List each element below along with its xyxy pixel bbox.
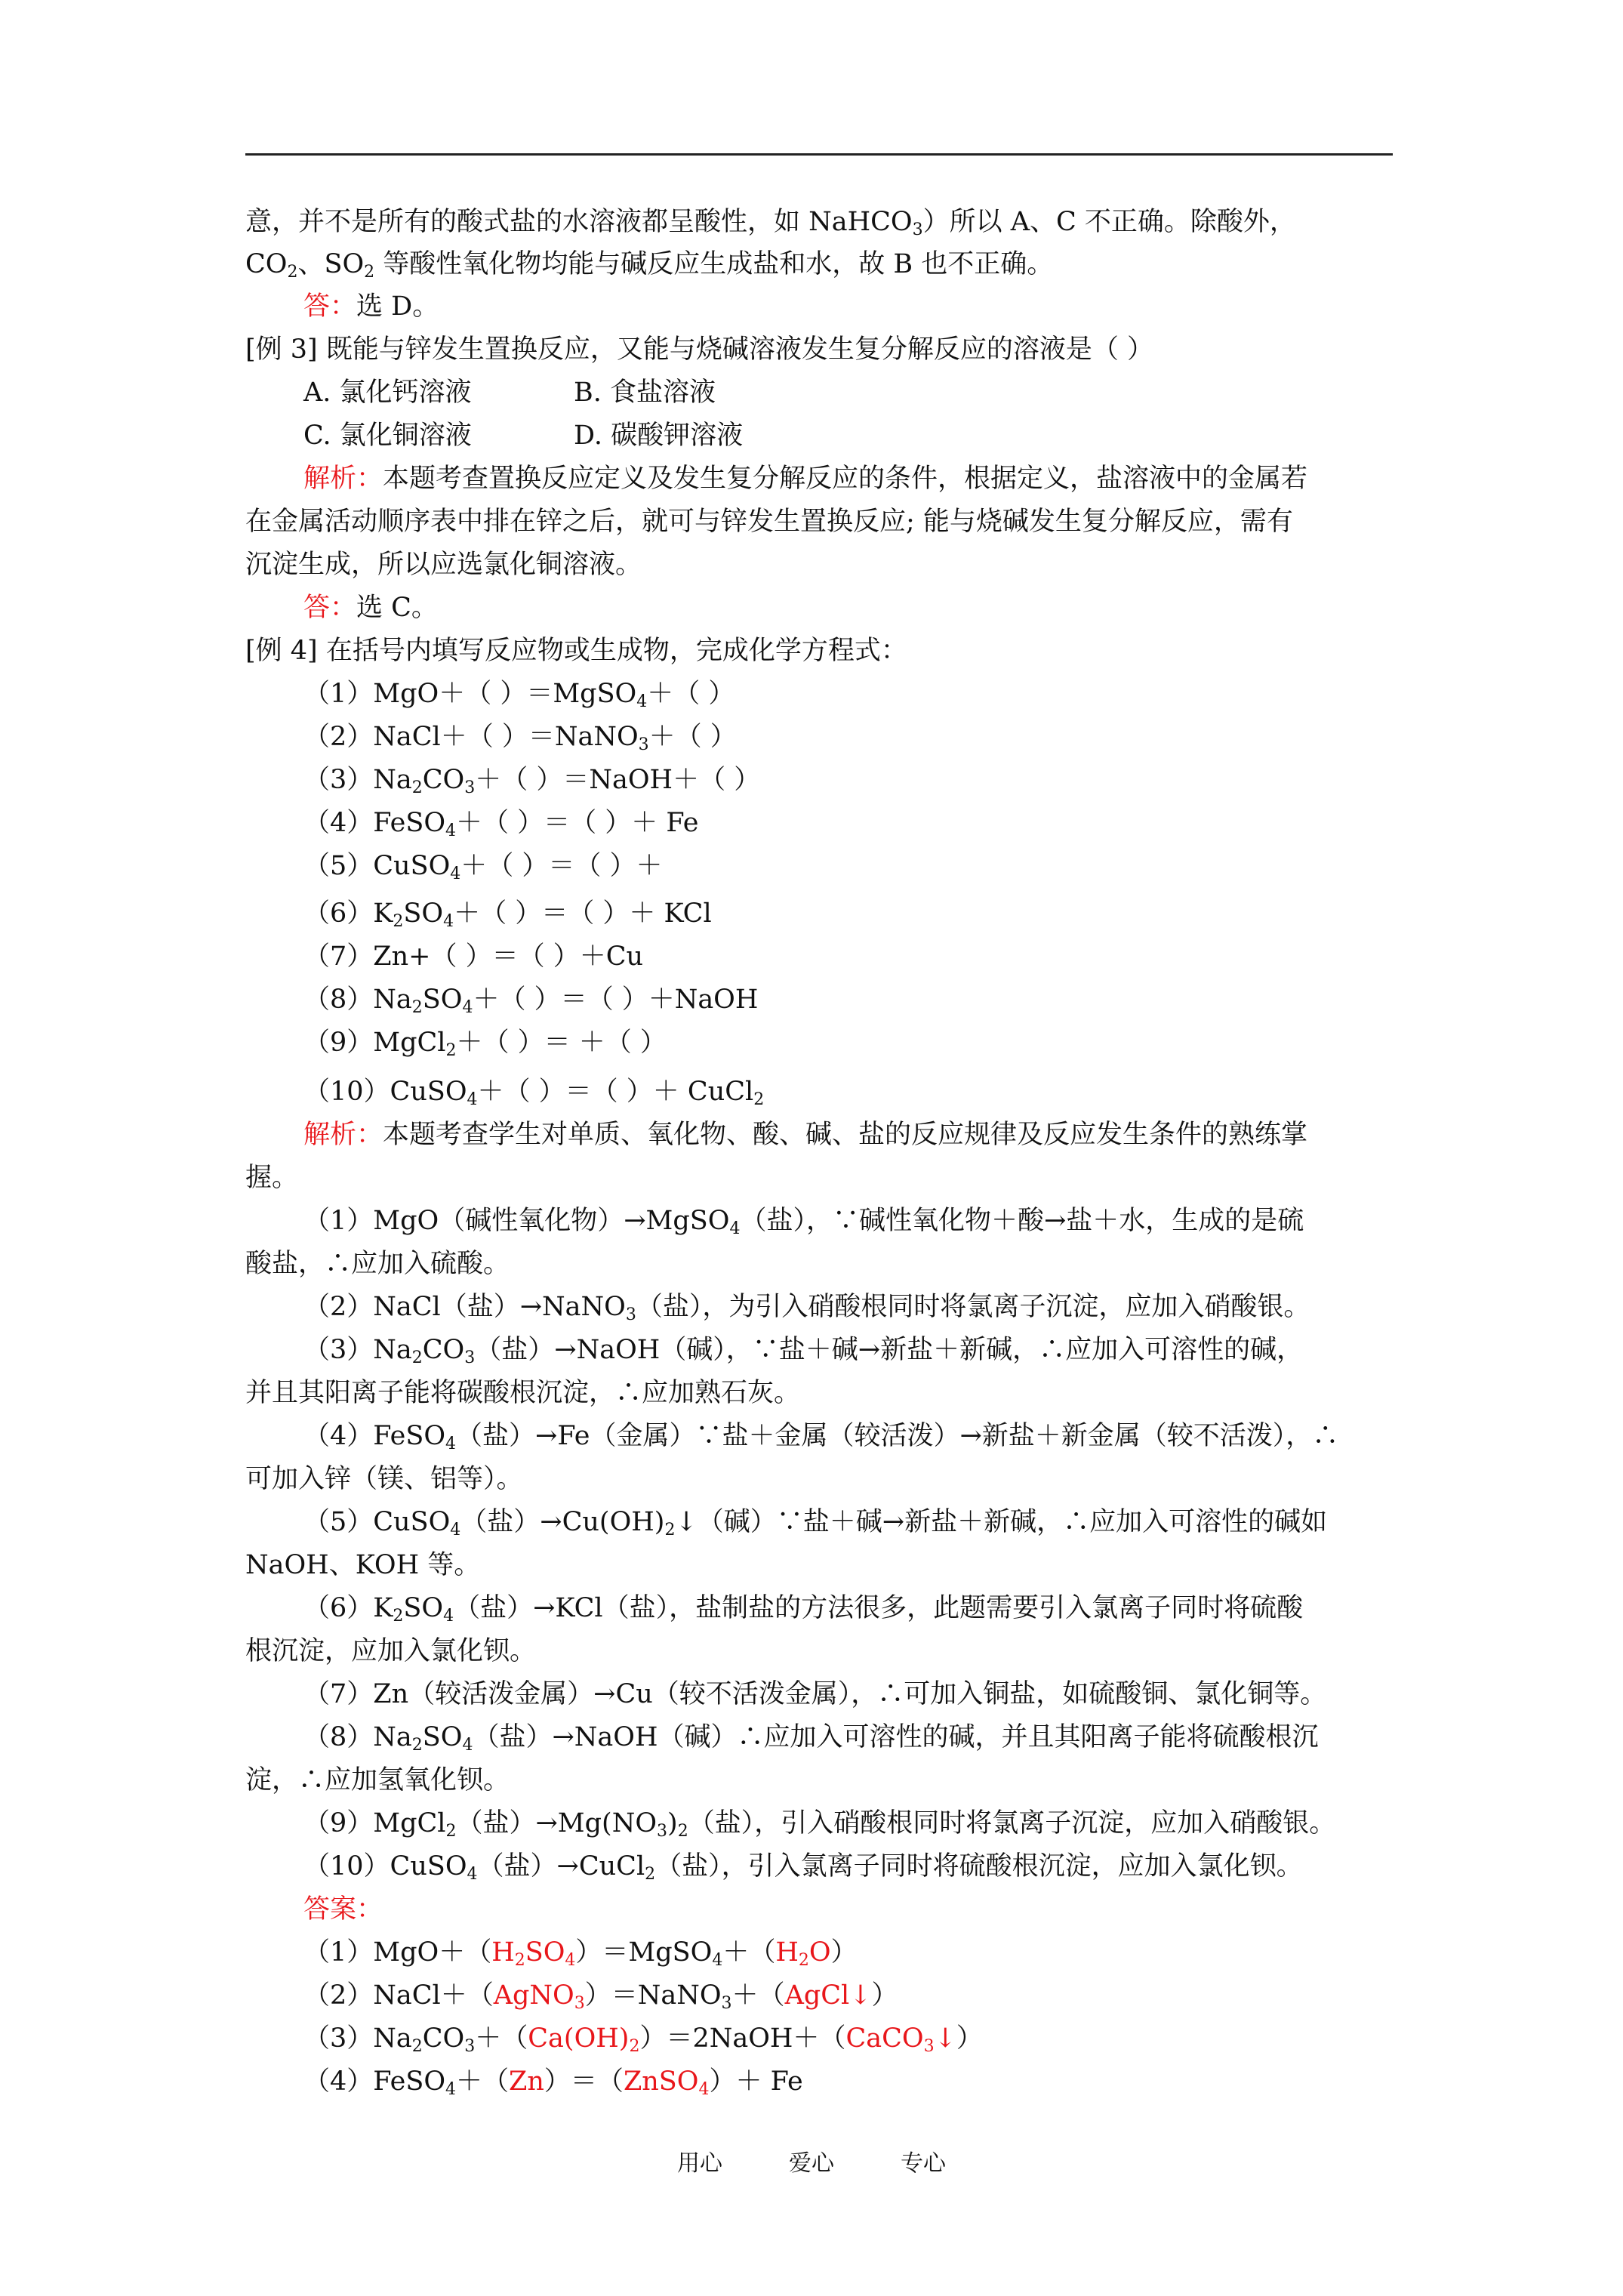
explanation-line: $(6)K_2SO_4$（盐）→KCl（盐），盐制盐的方法很多，此题需要引入氯离子同时将硫酸 bbox=[303, 1593, 1304, 1626]
answers-label: 答案： bbox=[303, 1894, 383, 1925]
answer-line: 答：选 C。 bbox=[303, 593, 438, 623]
equation-line: （9）MgCl$_2$＋（ ）＝ ＋（ ） bbox=[303, 1028, 667, 1060]
explanation-line: 并且其阳离子能将碳酸根沉淀，∴应加熟石灰。 bbox=[245, 1378, 801, 1408]
equation-line: （2）NaCl＋（ ）＝NaNO$_3$＋（ ） bbox=[303, 722, 737, 754]
option-b: B. 食盐溶液 bbox=[574, 378, 716, 408]
explanation-line: （4）FeSO$_4$（盐）→Fe（金属）∵盐＋金属（较活泼）→新盐＋新金属（较不活泼），∴ bbox=[303, 1421, 1339, 1453]
analysis-line: 沉淀生成，所以应选氯化铜溶液。 bbox=[245, 550, 642, 580]
explanation-line: NaOH、KOH 等。 bbox=[245, 1550, 481, 1580]
explanation-line: （5）CuSO$_4$（盐）$\to Cu(OH)_2↓$（碱）∵盐＋碱→新盐＋新碱，∴应加入可溶性的碱如 bbox=[303, 1507, 1328, 1539]
text-line: 意，并不是所有的酸式盐的水溶液都呈酸性，如 NaHCO$_3$）所以 A、C 不正确。除酸外， bbox=[245, 207, 1296, 239]
answer-label: 答： bbox=[303, 593, 357, 623]
equation-line: （1）MgO＋（ ）＝MgSO$_4$＋（ ） bbox=[303, 679, 735, 711]
analysis-line: 解析：本题考查置换反应定义及发生复分解反应的条件，根据定义，盐溶液中的金属若 bbox=[303, 464, 1308, 494]
text-line: $CO_2$、$SO_2$ 等酸性氧化物均能与碱反应生成盐和水，故 B 也不正确。 bbox=[245, 249, 1054, 282]
example-4-question: [例 4] 在括号内填写反应物或生成物，完成化学方程式： bbox=[245, 636, 907, 666]
answer-equation: （2）NaCl＋（AgNO$_3$）＝NaNO$_3$＋（AgCl↓） bbox=[303, 1980, 898, 2013]
explanation-line: （1）MgO（碱性氧化物）→MgSO$_4$（盐），∵碱性氧化物＋酸→盐＋水，生成的是硫 bbox=[303, 1206, 1304, 1238]
explanation-line: （9）MgCl$_2$（盐）$\to Mg(NO_3)_2$（盐），引入硝酸根同时将氯离子沉淀，应加入硝酸银。 bbox=[303, 1808, 1336, 1841]
answer-equation: （4）FeSO$_4$＋（Zn）＝（ZnSO$_4$）＋ Fe bbox=[303, 2066, 803, 2099]
option-a: A. 氯化钙溶液 bbox=[303, 378, 472, 408]
explanation-line: $(3)Na_2CO_3$（盐）→NaOH（碱），∵盐＋碱→新盐＋新碱，∴应加入可溶性的碱， bbox=[303, 1335, 1304, 1367]
example-3-question: [例 3] 既能与锌发生置换反应，又能与烧碱溶液发生复分解反应的溶液是（ ） bbox=[245, 334, 1153, 365]
answer-line: 答：选 D。 bbox=[303, 291, 439, 322]
analysis-label: 解析： bbox=[303, 1120, 383, 1150]
explanation-line: $(8)Na_2SO_4$（盐）→NaOH（碱）∴应加入可溶性的碱，并且其阳离子能将硫酸根沉 bbox=[303, 1722, 1319, 1755]
explanation-line: （2）NaCl（盐）→NaNO$_3$（盐），为引入硝酸根同时将氯离子沉淀，应加入硝酸银。 bbox=[303, 1292, 1310, 1324]
option-d: D. 碳酸钾溶液 bbox=[574, 421, 744, 451]
analysis-line: 解析：本题考查学生对单质、氧化物、酸、碱、盐的反应规律及反应发生条件的熟练掌 bbox=[303, 1120, 1308, 1150]
option-c: C. 氯化铜溶液 bbox=[303, 421, 472, 451]
analysis-line: 在金属活动顺序表中排在锌之后，就可与锌发生置换反应; 能与烧碱发生复分解反应，需有 bbox=[245, 507, 1293, 537]
explanation-line: （10）CuSO$_4$（盐）→CuCl$_2$（盐），引入氯离子同时将硫酸根沉淀，应加入氯化钡。 bbox=[303, 1851, 1303, 1884]
equation-line: $(6)K_2SO_4+$（ ）＝（ ）＋ KCl bbox=[303, 898, 712, 931]
explanation-line: （7）Zn（较活泼金属）→Cu（较不活泼金属），∴可加入铜盐，如硫酸铜、氯化铜等。 bbox=[303, 1679, 1327, 1709]
answer-equation: $(3)Na_2CO_3+(Ca(OH)_2)=2NaOH+(CaCO_3↓)$ bbox=[303, 2023, 983, 2056]
explanation-line: 淀，∴应加氢氧化钡。 bbox=[245, 1765, 510, 1795]
equation-line: （10）CuSO$_4$＋（ ）＝（ ）＋ CuCl$_2$ bbox=[303, 1077, 765, 1109]
header-rule bbox=[245, 153, 1393, 156]
explanation-line: 酸盐，∴应加入硫酸。 bbox=[245, 1249, 510, 1279]
equation-line: （4）FeSO$_4$＋（ ）＝（ ）＋ Fe bbox=[303, 808, 699, 840]
equation-line: $(8)Na_2SO_4+$（ ）＝（ ）＋NaOH bbox=[303, 985, 759, 1017]
explanation-line: 可加入锌（镁、铝等）。 bbox=[245, 1464, 523, 1494]
answer-label: 答： bbox=[303, 291, 357, 322]
analysis-line: 握。 bbox=[245, 1163, 299, 1193]
equation-line: （7）Zn+（ ）＝（ ）＋Cu bbox=[303, 942, 644, 972]
answer-equation: $(1)MgO+(H_2SO_4)=MgSO_4+(H_2O)$ bbox=[303, 1937, 858, 1970]
equation-line: （5）CuSO$_4$＋（ ）＝（ ）＋ bbox=[303, 851, 663, 883]
equation-line: $(3)Na_2CO_3+$（ ）＝NaOH＋（ ） bbox=[303, 765, 761, 797]
analysis-label: 解析： bbox=[303, 464, 383, 494]
page-footer: 用心 爱心 专心 bbox=[677, 2150, 946, 2177]
explanation-line: 根沉淀，应加入氯化钡。 bbox=[245, 1636, 537, 1666]
